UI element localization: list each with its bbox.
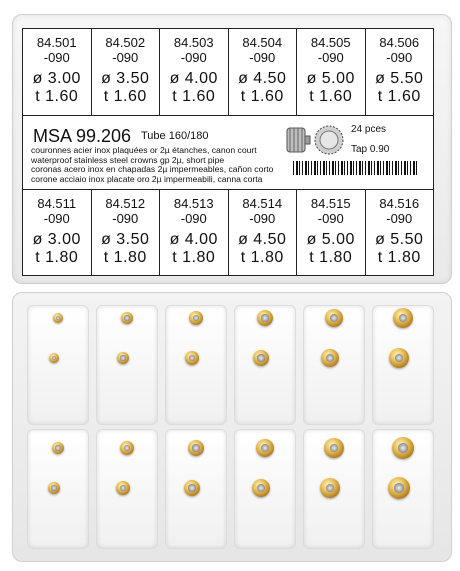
size-d: ø 5.00 xyxy=(306,231,355,248)
gold-crown xyxy=(252,479,270,497)
size-d: ø 4.50 xyxy=(238,231,287,248)
size-sub: -090 xyxy=(180,50,207,65)
barcode-icon xyxy=(293,161,418,175)
size-sub: -090 xyxy=(43,211,70,226)
size-code: 84.512 xyxy=(105,196,146,211)
gold-crown xyxy=(184,480,200,496)
gold-crown xyxy=(53,313,63,323)
product-title: MSA 99.206 xyxy=(33,126,132,146)
size-sub: -090 xyxy=(317,50,344,65)
size-sub: -090 xyxy=(249,211,276,226)
crown-compartment xyxy=(303,305,365,425)
size-t: t 1.80 xyxy=(240,249,284,266)
size-d: ø 4.00 xyxy=(169,70,218,87)
size-t: t 1.80 xyxy=(103,249,147,266)
gold-crown xyxy=(320,478,340,498)
size-cell xyxy=(229,190,298,276)
gold-crown xyxy=(321,349,339,367)
bottom-size-row xyxy=(23,189,433,276)
gold-crown xyxy=(325,309,343,327)
crown-compartment xyxy=(96,305,158,425)
size-code: 84.515 xyxy=(310,196,351,211)
gold-crown xyxy=(116,481,130,495)
size-sub: -090 xyxy=(43,50,70,65)
size-t: t 1.80 xyxy=(35,249,79,266)
gold-crown xyxy=(120,441,134,455)
label-middle xyxy=(23,116,433,188)
crown-compartment xyxy=(234,429,296,549)
size-t: t 1.80 xyxy=(309,249,353,266)
gold-crown xyxy=(48,482,60,494)
size-t: t 1.60 xyxy=(377,88,421,105)
size-t: t 1.80 xyxy=(172,249,216,266)
size-cell xyxy=(366,190,434,276)
size-d: ø 5.00 xyxy=(306,70,355,87)
crown-compartment xyxy=(234,305,296,425)
size-code: 84.504 xyxy=(242,35,283,50)
crown-compartment xyxy=(303,429,365,549)
size-d: ø 5.50 xyxy=(375,231,424,248)
size-d: ø 4.50 xyxy=(238,70,287,87)
size-t: t 1.80 xyxy=(377,249,421,266)
crown-compartment xyxy=(372,305,434,425)
size-code: 84.516 xyxy=(379,196,420,211)
size-t: t 1.60 xyxy=(35,88,79,105)
size-cell xyxy=(297,29,366,115)
top-size-row xyxy=(23,29,433,116)
size-code: 84.511 xyxy=(37,196,77,211)
gold-crown xyxy=(188,440,204,456)
gold-crown xyxy=(393,308,413,328)
gold-crown xyxy=(49,353,59,363)
size-sub: -090 xyxy=(317,211,344,226)
size-cell xyxy=(160,190,229,276)
size-cell xyxy=(229,29,298,115)
crown-compartment xyxy=(165,305,227,425)
case-base xyxy=(12,292,452,562)
size-cell xyxy=(160,29,229,115)
gold-crown xyxy=(189,311,203,325)
desc-line: waterproof stainless steel crowns gp 2µ, short pipe xyxy=(31,154,225,165)
size-sub: -090 xyxy=(112,50,139,65)
size-code: 84.501 xyxy=(36,35,77,50)
gold-crown xyxy=(324,438,344,458)
size-cell xyxy=(23,29,92,115)
size-t: t 1.60 xyxy=(309,88,353,105)
size-code: 84.506 xyxy=(379,35,420,50)
gold-crown xyxy=(253,350,269,366)
gold-crown xyxy=(257,310,273,326)
gold-crown xyxy=(388,477,410,499)
crown-compartment xyxy=(372,429,434,549)
size-t: t 1.60 xyxy=(172,88,216,105)
size-sub: -090 xyxy=(386,211,413,226)
size-cell xyxy=(23,190,92,276)
pieces-count: 24 pces xyxy=(351,124,387,135)
size-cell xyxy=(366,29,434,115)
gold-crown xyxy=(389,348,409,368)
gold-crown xyxy=(185,351,199,365)
size-t: t 1.60 xyxy=(103,88,147,105)
label-card xyxy=(22,28,434,276)
crown-compartment xyxy=(165,429,227,549)
size-t: t 1.60 xyxy=(240,88,284,105)
size-d: ø 3.50 xyxy=(101,70,150,87)
gold-crown xyxy=(392,437,414,459)
description xyxy=(31,146,331,184)
size-sub: -090 xyxy=(386,50,413,65)
size-sub: -090 xyxy=(249,50,276,65)
size-code: 84.502 xyxy=(105,35,146,50)
size-code: 84.503 xyxy=(173,35,214,50)
crown-compartment xyxy=(96,429,158,549)
gold-crown xyxy=(121,312,133,324)
size-code: 84.505 xyxy=(310,35,351,50)
size-sub: -090 xyxy=(180,211,207,226)
desc-line: coronas acero inox en chapadas 2µ impermeables, cañon corto xyxy=(31,164,274,175)
size-sub: -090 xyxy=(112,211,139,226)
size-cell xyxy=(92,190,161,276)
crown-compartment xyxy=(27,305,89,425)
size-cell xyxy=(297,190,366,276)
size-d: ø 3.50 xyxy=(101,231,150,248)
size-d: ø 3.00 xyxy=(32,70,81,87)
size-cell xyxy=(92,29,161,115)
size-code: 84.514 xyxy=(242,196,283,211)
desc-line: couronnes acier inox plaquées or 2µ étanches, canon court xyxy=(31,145,257,155)
tap-spec: Tap 0.90 xyxy=(351,144,390,155)
gold-crown xyxy=(256,439,274,457)
crown-compartment xyxy=(27,429,89,549)
gold-crown xyxy=(52,442,64,454)
desc-line: corone acciaio inox placate oro 2µ impermeabili, canna corta xyxy=(31,173,263,184)
size-code: 84.513 xyxy=(173,196,214,211)
size-d: ø 4.00 xyxy=(169,231,218,248)
tube-spec: Tube 160/180 xyxy=(141,130,209,142)
gold-crown xyxy=(117,352,129,364)
size-d: ø 3.00 xyxy=(32,231,81,248)
size-d: ø 5.50 xyxy=(375,70,424,87)
